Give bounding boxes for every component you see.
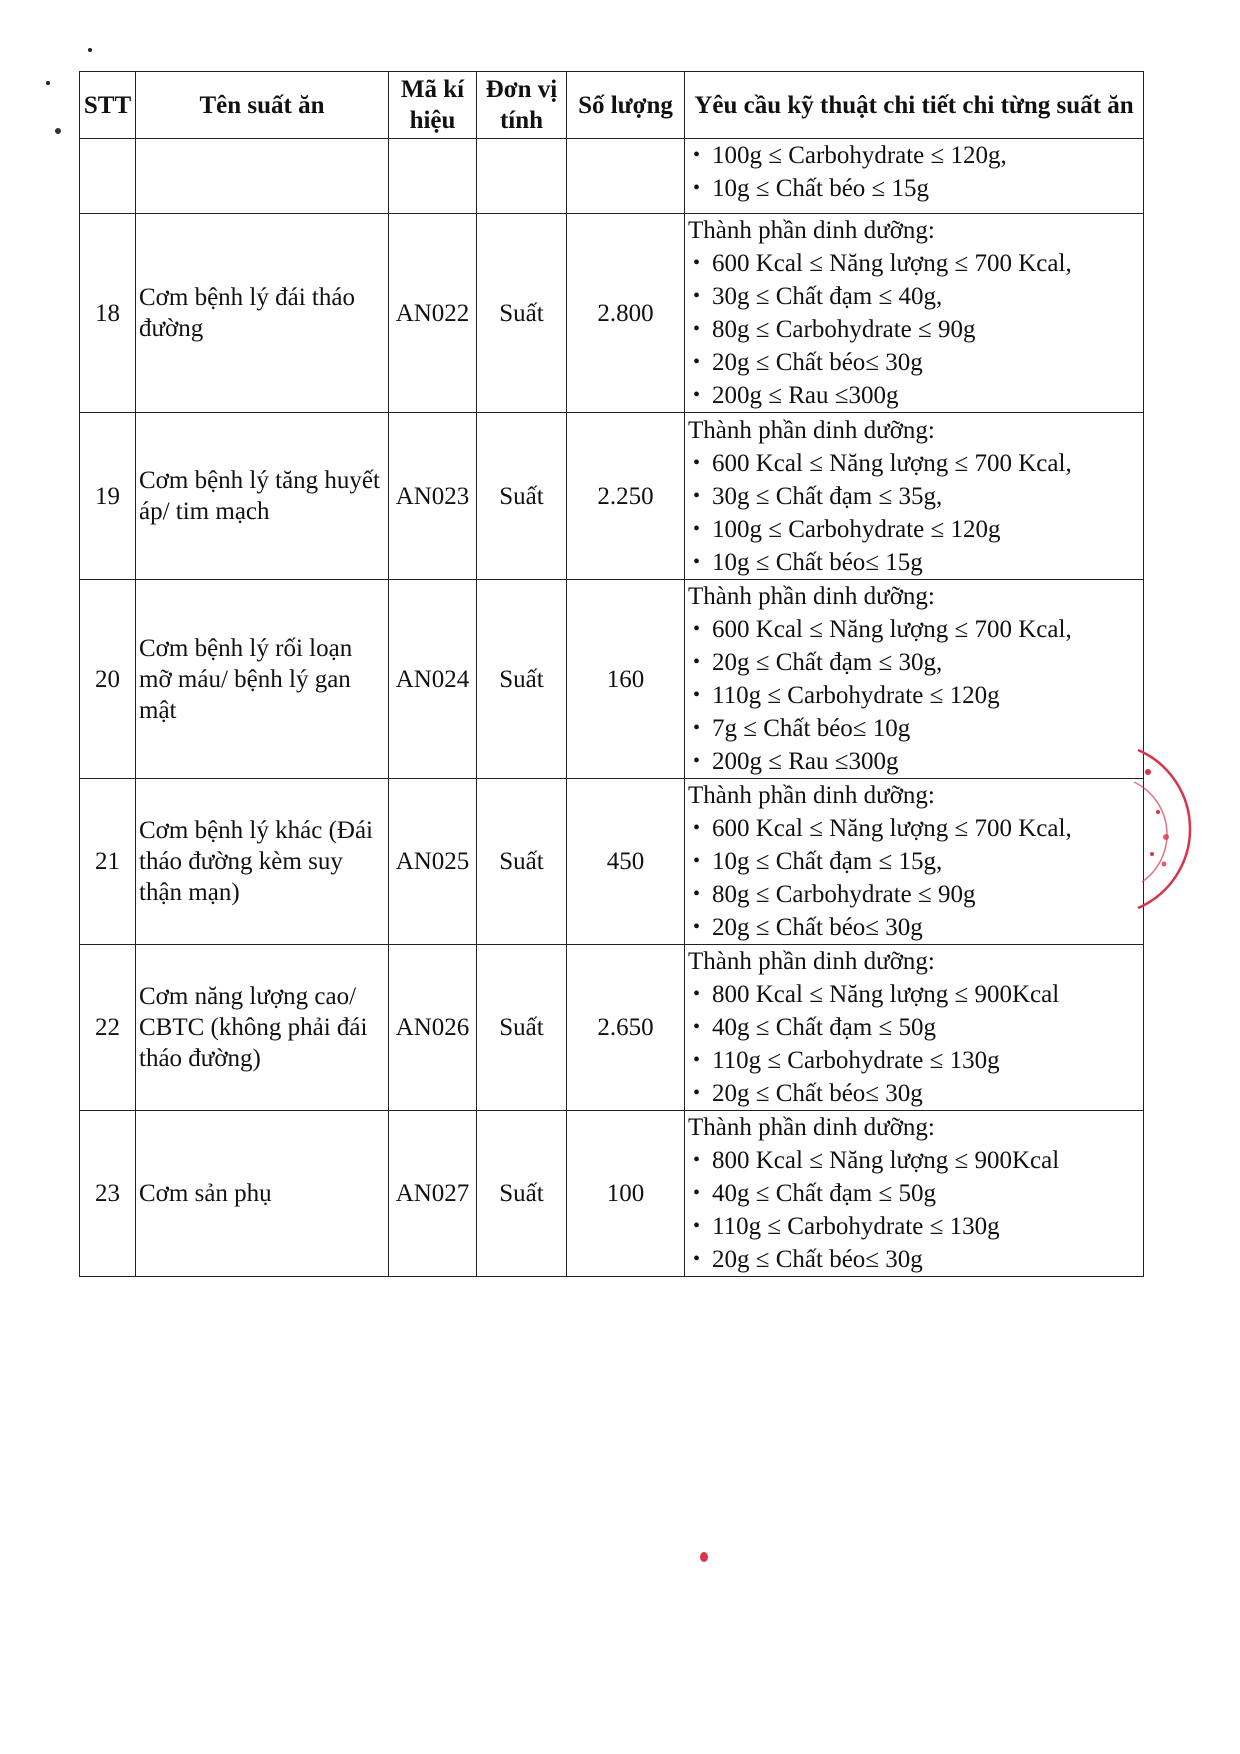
table-row (80, 779, 1144, 945)
spec-line: • 600 Kcal ≤ Năng lượng ≤ 700 Kcal, (688, 447, 1140, 480)
scan-speck (700, 1552, 708, 1562)
spec-line: • 20g ≤ Chất đạm ≤ 30g, (688, 646, 1140, 679)
stamp-mark (1150, 852, 1154, 856)
spec-line: • 30g ≤ Chất đạm ≤ 40g, (688, 280, 1140, 313)
spec-line: • 20g ≤ Chất béo≤ 30g (688, 1243, 1140, 1276)
cell-stt: 22 (80, 945, 136, 1111)
bullet-icon: • (693, 318, 701, 340)
cell-unit (477, 139, 567, 214)
spec-line: • 20g ≤ Chất béo≤ 30g (688, 911, 1140, 944)
table-row (80, 580, 1144, 779)
spec-line: • 200g ≤ Rau ≤300g (688, 379, 1140, 412)
cell-unit: Suất (477, 413, 567, 580)
seal-stamp-icon (1128, 742, 1240, 912)
cell-spec (685, 945, 1144, 1111)
spec-line: • 80g ≤ Carbohydrate ≤ 90g (688, 313, 1140, 346)
bullet-icon: • (693, 817, 701, 839)
spec-line: • 600 Kcal ≤ Năng lượng ≤ 700 Kcal, (688, 812, 1140, 845)
cell-unit: Suất (477, 779, 567, 945)
bullet-icon: • (693, 252, 701, 274)
bullet-icon: • (693, 684, 701, 706)
cell-code: AN023 (389, 413, 477, 580)
cell-stt: 20 (80, 580, 136, 779)
spec-line: • 20g ≤ Chất béo≤ 30g (688, 1077, 1140, 1110)
table-header-row (80, 72, 1144, 139)
spec-lead: Thành phần dinh dưỡng: (688, 948, 935, 975)
cell-unit: Suất (477, 580, 567, 779)
spec-line: • 800 Kcal ≤ Năng lượng ≤ 900Kcal (688, 1144, 1140, 1177)
cell-stt: 21 (80, 779, 136, 945)
table-row (80, 1111, 1144, 1277)
bullet-icon: • (693, 883, 701, 905)
table-row-continuation (80, 139, 1144, 214)
cell-name (136, 139, 389, 214)
bullet-icon: • (693, 285, 701, 307)
cell-code: AN022 (389, 214, 477, 413)
bullet-icon: • (693, 1215, 701, 1237)
cell-code: AN024 (389, 580, 477, 779)
spec-lead: Thành phần dinh dưỡng: (688, 1114, 935, 1141)
cell-code: AN026 (389, 945, 477, 1111)
spec-line: • 600 Kcal ≤ Năng lượng ≤ 700 Kcal, (688, 247, 1140, 280)
cell-stt (80, 139, 136, 214)
spec-list (688, 139, 1140, 205)
meal-spec-table (79, 71, 1144, 1277)
cell-qty: 160 (567, 580, 685, 779)
cell-name: Cơm bệnh lý tăng huyết áp/ tim mạch (136, 413, 389, 580)
spec-line: • 20g ≤ Chất béo≤ 30g (688, 346, 1140, 379)
cell-name: Cơm sản phụ (136, 1111, 389, 1277)
bullet-icon: • (693, 144, 701, 166)
stamp-mark (1162, 862, 1167, 867)
bullet-icon: • (693, 550, 701, 573)
cell-name: Cơm bệnh lý khác (Đái tháo đường kèm suy thận mạn) (136, 779, 389, 945)
spec-lead: Thành phần dinh dưỡng: (688, 782, 935, 809)
bullet-icon: • (693, 983, 701, 1005)
spec-line: • 10g ≤ Chất đạm ≤ 15g, (688, 845, 1140, 878)
scan-speck (46, 81, 50, 85)
spec-line: • 40g ≤ Chất đạm ≤ 50g (688, 1011, 1140, 1044)
cell-name: Cơm năng lượng cao/ CBTC (không phải đái tháo đường) (136, 945, 389, 1111)
header-name: Tên suất ăn (136, 72, 389, 139)
bullet-icon: • (693, 517, 701, 540)
cell-qty: 2.800 (567, 214, 685, 413)
bullet-icon: • (693, 451, 701, 474)
cell-spec (685, 214, 1144, 413)
bullet-icon: • (693, 1082, 701, 1104)
bullet-icon: • (693, 1248, 701, 1270)
cell-unit: Suất (477, 945, 567, 1111)
cell-spec (685, 413, 1144, 580)
spec-line: • 10g ≤ Chất béo≤ 15g (688, 546, 1140, 579)
header-stt: STT (80, 72, 136, 139)
spec-line: • 800 Kcal ≤ Năng lượng ≤ 900Kcal (688, 978, 1140, 1011)
bullet-icon: • (693, 916, 701, 938)
scan-speck (88, 48, 92, 52)
header-code: Mã kí hiệu (389, 72, 477, 139)
bullet-icon: • (693, 1049, 701, 1071)
bullet-icon: • (693, 717, 701, 739)
spec-line: • 80g ≤ Carbohydrate ≤ 90g (688, 878, 1140, 911)
header-spec: Yêu cầu kỹ thuật chi tiết chi từng suất ăn (685, 72, 1144, 139)
bullet-icon: • (693, 850, 701, 872)
spec-list (688, 1144, 1140, 1276)
spec-line: • 100g ≤ Carbohydrate ≤ 120g (688, 513, 1140, 546)
header-unit: Đơn vị tính (477, 72, 567, 139)
bullet-icon: • (693, 484, 701, 507)
spec-list (688, 812, 1140, 944)
cell-stt: 18 (80, 214, 136, 413)
cell-spec (685, 779, 1144, 945)
spec-list (688, 613, 1140, 778)
bullet-icon: • (693, 750, 701, 772)
bullet-icon: • (693, 1016, 701, 1038)
cell-stt: 23 (80, 1111, 136, 1277)
cell-stt: 19 (80, 413, 136, 580)
bullet-icon: • (693, 651, 701, 673)
spec-line: • 7g ≤ Chất béo≤ 10g (688, 712, 1140, 745)
cell-spec (685, 1111, 1144, 1277)
cell-spec (685, 139, 1144, 214)
table-row (80, 413, 1144, 580)
spec-line: • 110g ≤ Carbohydrate ≤ 130g (688, 1210, 1140, 1243)
cell-qty: 100 (567, 1111, 685, 1277)
stamp-mark (1145, 769, 1151, 775)
cell-qty: 450 (567, 779, 685, 945)
bullet-icon: • (693, 177, 701, 199)
spec-line: • 600 Kcal ≤ Năng lượng ≤ 700 Kcal, (688, 613, 1140, 646)
spec-list (688, 447, 1140, 579)
spec-line: • 100g ≤ Carbohydrate ≤ 120g, (688, 139, 1140, 172)
spec-line: • 110g ≤ Carbohydrate ≤ 130g (688, 1044, 1140, 1077)
bullet-icon: • (693, 618, 701, 640)
spec-line: • 10g ≤ Chất béo ≤ 15g (688, 172, 1140, 205)
header-qty: Số lượng (567, 72, 685, 139)
bullet-icon: • (693, 384, 701, 406)
bullet-icon: • (693, 1182, 701, 1204)
scan-speck (55, 128, 61, 134)
table-row (80, 945, 1144, 1111)
spec-list (688, 978, 1140, 1110)
cell-qty (567, 139, 685, 214)
table-row (80, 214, 1144, 413)
spec-list (688, 247, 1140, 412)
stamp-mark (1156, 810, 1160, 814)
cell-code: AN025 (389, 779, 477, 945)
cell-unit: Suất (477, 214, 567, 413)
bullet-icon: • (693, 1149, 701, 1171)
stamp-mark (1163, 834, 1169, 840)
spec-lead: Thành phần dinh dưỡng: (688, 217, 935, 244)
spec-line: • 200g ≤ Rau ≤300g (688, 745, 1140, 778)
spec-lead: Thành phần dinh dưỡng: (688, 583, 935, 610)
spec-line: • 30g ≤ Chất đạm ≤ 35g, (688, 480, 1140, 513)
cell-spec (685, 580, 1144, 779)
spec-lead: Thành phần dinh dưỡng: (688, 416, 935, 444)
cell-unit: Suất (477, 1111, 567, 1277)
cell-code (389, 139, 477, 214)
spec-line: • 110g ≤ Carbohydrate ≤ 120g (688, 679, 1140, 712)
cell-qty: 2.650 (567, 945, 685, 1111)
cell-name: Cơm bệnh lý đái tháo đường (136, 214, 389, 413)
cell-qty: 2.250 (567, 413, 685, 580)
spec-line: • 40g ≤ Chất đạm ≤ 50g (688, 1177, 1140, 1210)
bullet-icon: • (693, 351, 701, 373)
cell-code: AN027 (389, 1111, 477, 1277)
stamp-outer-ring (1138, 750, 1190, 908)
cell-name: Cơm bệnh lý rối loạn mỡ máu/ bệnh lý gan mật (136, 580, 389, 779)
